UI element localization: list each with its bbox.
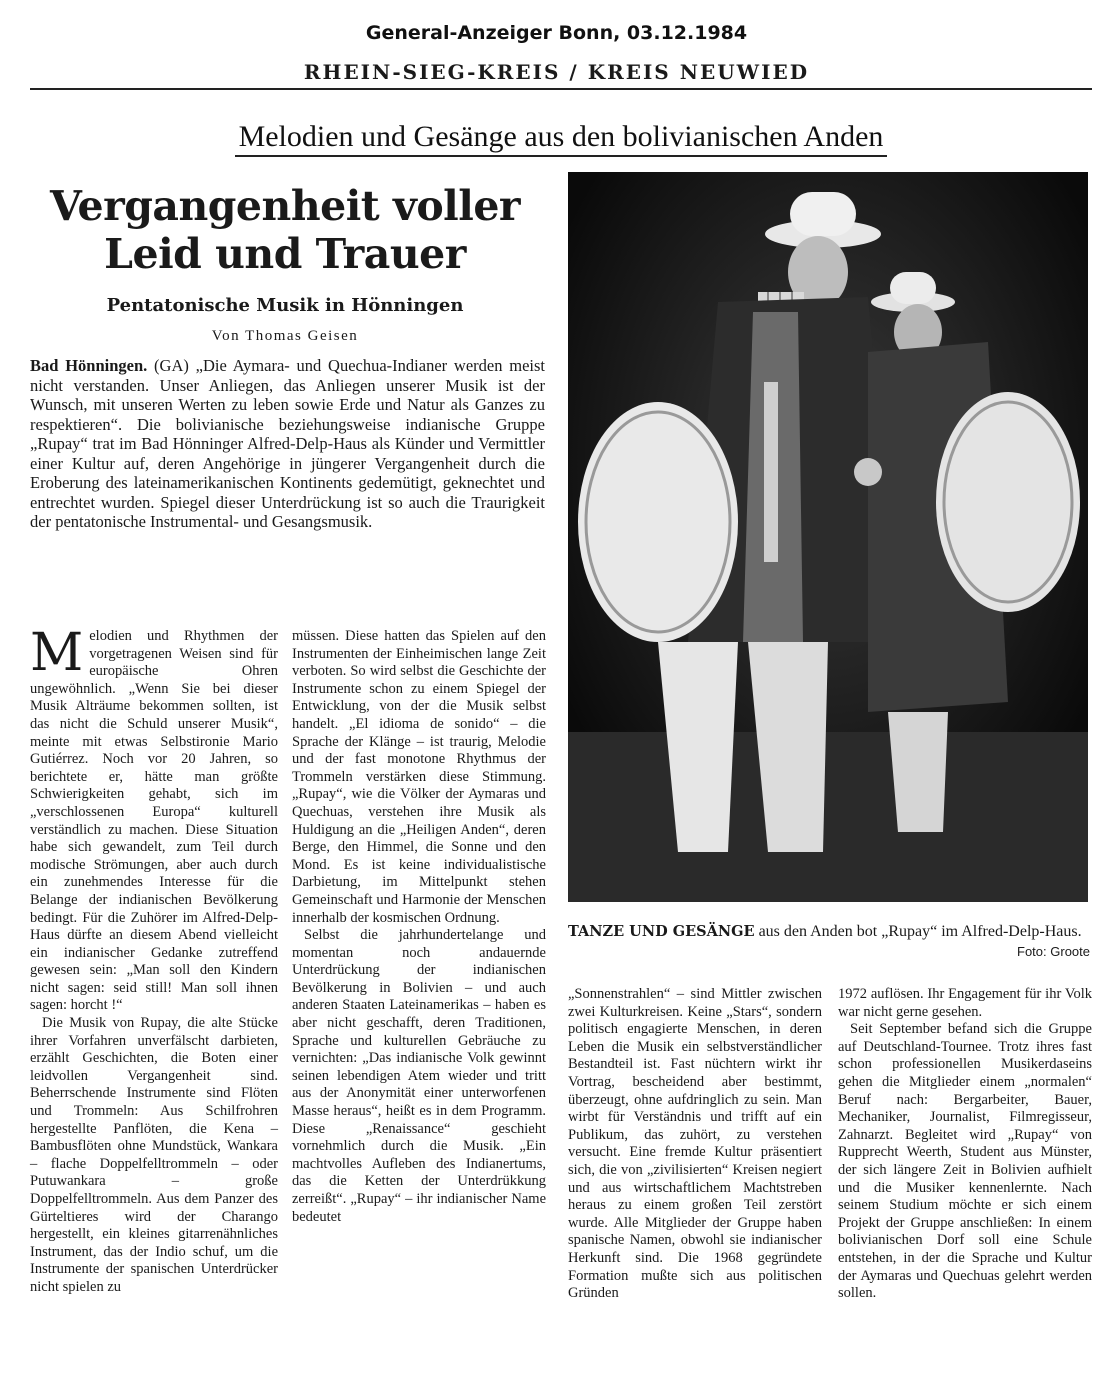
section-title: RHEIN-SIEG-KREIS / KREIS NEUWIED (303, 60, 810, 84)
paragraph: Selbst die jahrhundertelange und momentan noch andauernde Unterdrückung der indianischen Bevölkerung in Bolivien – und auch anderen Staaten Lateinamerikas – haben es aber nicht geschafft, deren Traditionen, Sprache und kulturellen Gebräuche zu vernichten: „Das indianische Volk gewinnt seinen lebendigen Atem wieder und tritt aus der Anonymität einer unterworfenen Masse heraus“, heißt es in dem Programm. Diese „Renaissance“ geschieht vornehmlich durch die Musik. „Ein machtvolles Aufleben des Indianertums, das die Ketten der Unterdrükkung zerreißt“. „Rupay“ – ihr indianischer Name bedeutet (292, 927, 546, 1225)
paragraph: „Sonnenstrahlen“ – sind Mittler zwischen zwei Kulturkreisen. Keine „Stars“, sondern politisch engagierte Menschen, in deren Leben die Musik ein selbstverständlicher Bestandteil ist. Fast nüchtern wirkt ihr Vortrag, bescheidend aber bestimmt, überzeugt, ohne aufdringlich zu sein. Man wirbt für Verständnis und trifft auf ein Publikum, das zuhört, zu verstehen versucht. Eine fremde Kultur präsentiert sich, die von „zivilisierten“ Kreisen negiert und aus wirtschaftlichem Machtstreben heraus zu einem großen Teil zerstört wurde. Alle Mitglieder der Gruppe haben spanische Namen, obwohl sie indianischer Herkunft sind. Die 1968 gegründete Formation mußte sich aus politischen Gründen (568, 986, 822, 1302)
kicker-text: Melodien und Gesänge aus den bolivianischen Anden (235, 120, 888, 157)
kicker (30, 120, 1092, 154)
photo-credit: Foto: Groote (1017, 944, 1090, 959)
headline-line-1: Vergangenheit voller (49, 182, 521, 230)
paragraph: müssen. Diese hatten das Spielen auf den Instrumenten der Einheimischen lange Zeit verboten. So wird selbst die Geschichte der Instrumente schon zu einem Spiegel der Entwicklung, von der die Musik selbst handelt. „El idioma de sonido“ – die Sprache der Klänge – ist traurig, Melodie und der fast monotone Rhythmus der Trommeln verstärken diese Stimmung. „Rupay“, wie die Völker der Aymaras und Quechuas, verstehen ihre Musik als Huldigung an die „Heiligen Anden“, deren Berge, den Himmel, die Sonne und den Mond. Es ist keine individualistische Darbietung, im Mittelpunkt stehen Gemeinschaft und Harmonie der Menschen innerhalb der kosmischen Ordnung. (292, 628, 546, 926)
article-column-1 (30, 623, 278, 1297)
photo-musicians-illustration (568, 172, 1088, 902)
section-rule (30, 88, 1092, 90)
dateline: Bad Hönningen. (30, 356, 148, 375)
article-column-3 (568, 986, 822, 1303)
lead-text: (GA) „Die Aymara- und Quechua-Indianer werden meist nicht verstanden. Unser Anliegen, das Anliegen unserer Musik ist der Wunsch, mit unseren Werten zu leben sowie Erde und Natur als Ganzes zu respektieren“. Die bolivianische beziehungsweise indianische Gruppe „Rupay“ trat im Bad Hönninger Alfred-Delp-Haus als Künder und Vermittler einer Kultur auf, deren Angehörige in jüngerer Vergangenheit durch die Eroberung des lateinamerikanischen Kontinents gedemütigt, geknechtet und entrechtet wurden. Spiegel dieser Unterdrückung ist so auch die Traurigkeit der pentatonische Instrumental- und Gesangsmusik. (30, 356, 545, 531)
lead-paragraph (30, 356, 545, 532)
photo-caption (568, 922, 1090, 941)
source-line: General-Anzeiger Bonn, 03.12.1984 (365, 22, 748, 44)
paragraph: Die Musik von Rupay, die alte Stücke ihrer Vorfahren unverfälscht darbieten, erzählt Geschichten, die Boten einer leidvollen Vergangenheit sind. Beherrschende Instrumente sind Flöten und Trommeln: Aus Schilfrohren hergestellte Panflöten, die Kena – Bambusflöten ohne Mundstück, Wankara – flache Doppelfelltrommeln – oder Putuwankara – große Doppelfelltrommeln. Aus dem Panzer des Gürteltieres wird der Charango hergestellt, ein kleines gitarrenähnliches Instrument, das der Indio schuf, um die Instrumente der spanischen Unterdrücker nicht spielen zu (30, 1015, 278, 1295)
article-column-2 (292, 628, 546, 1226)
subheadline: Pentatonische Musik in Hönningen (106, 295, 464, 316)
caption-text: aus den Anden bot „Rupay“ im Alfred-Delp-Haus. (754, 923, 1082, 940)
drop-cap: M (30, 623, 84, 683)
caption-lead: TANZE UND GESÄNGE (568, 923, 755, 940)
paragraph-text: elodien und Rhythmen der vorgetragenen Weisen sind für europäische Ohren ungewöhnlich. „Wenn Sie bei dieser Musik Alträume bekommen sollten, ist das nicht die Schuld unserer Musik“, meinte mit etwas Selbstironie Mario Gutiérrez. Noch vor 20 Jahren, so berichtete er, hätte man größte Schwierigkeiten gehabt, sich im „verschlossenen Europa“ kulturell verständlich zu machen. Diese Situation habe sich gewandelt, zum Teil durch modische Strömungen, aber auch durch ein zunehmendes Interesse für die Belange der indianischen Bevölkerung bedingt. Für die Zuhörer im Alfred-Delp-Haus dürfte an diesem Abend vielleicht ein indianischer Gedanke zutreffend gewesen sein: „Man soll den Kindern nicht sagen: seid still! Man soll ihnen sagen: horcht !“ (30, 628, 278, 1014)
article-column-4 (838, 986, 1092, 1303)
paragraph: Seit September befand sich die Gruppe auf Deutschland-Tournee. Trotz ihres fast schon professionellen Musikerdaseins gehen die Mitglieder einem „normalen“ Beruf nach: Bergarbeiter, Bauer, Mechaniker, Journalist, Filmregisseur, Zahnarzt. Begleitet wird „Rupay“ von Rupprecht Weerth, Student aus Münster, der sich längere Zeit in Bolivien aufhielt und die Musiker kennenlernte. Nach seinem Studium möchte er sich einem Projekt der Gruppe anschließen: In einem bolivianischen Dorf soll eine Schule entstehen, in der die Sprache und Kultur der Aymaras und Quechuas gelehrt werden sollen. (838, 1021, 1092, 1302)
paragraph: 1972 auflösen. Ihr Engagement für ihr Volk war nicht gerne gesehen. (838, 986, 1092, 1020)
headline (30, 182, 540, 278)
byline: Von Thomas Geisen (211, 328, 359, 344)
headline-line-2: Leid und Trauer (104, 230, 466, 278)
news-photo (568, 172, 1088, 902)
paragraph (30, 623, 278, 1015)
